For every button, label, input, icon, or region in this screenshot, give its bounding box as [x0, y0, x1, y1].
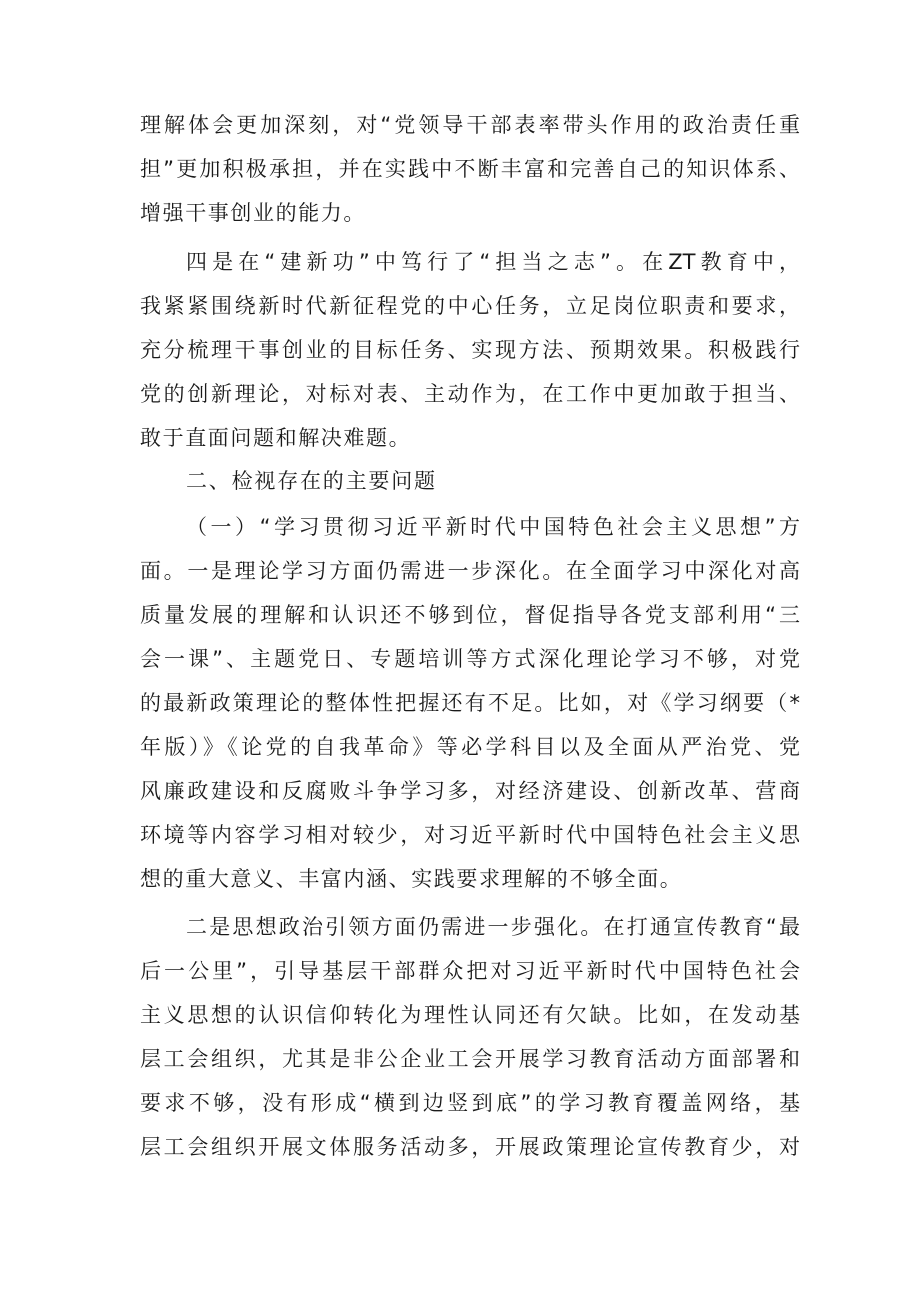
body-text-line: 风廉政建设和反腐败斗争学习多，对经济建设、创新改革、营商 — [140, 779, 800, 803]
body-text-line: 面。一是理论学习方面仍需进一步深化。在全面学习中深化对高 — [140, 559, 800, 583]
body-text-line: 我紧紧围绕新时代新征程党的中心任务，立足岗位职责和要求， — [140, 294, 800, 318]
body-text-line: 党的创新理论，对标对表、主动作为，在工作中更加敢于担当、 — [140, 382, 800, 406]
body-text-line: 敢于直面问题和解决难题。 — [140, 426, 412, 450]
body-text-line: 的最新政策理论的整体性把握还有不足。比如，对《学习纲要（* — [140, 691, 800, 715]
body-text-line: 环境等内容学习相对较少，对习近平新时代中国特色社会主义思 — [140, 823, 800, 847]
body-text-line: 二是思想政治引领方面仍需进一步强化。在打通宣传教育“最 — [186, 915, 800, 939]
body-text-line: 层工会组织，尤其是非公企业工会开展学习教育活动方面部署和 — [140, 1047, 800, 1071]
body-text-line: 会一课”、主题党日、专题培训等方式深化理论学习不够，对党 — [140, 647, 800, 671]
body-text-line: （一）“学习贯彻习近平新时代中国特色社会主义思想”方 — [186, 515, 800, 539]
section-heading: 二、检视存在的主要问题 — [186, 469, 437, 493]
body-text-line: 质量发展的理解和认识还不够到位，督促指导各党支部利用“三 — [140, 603, 800, 627]
body-text-line: 层工会组织开展文体服务活动多，开展政策理论宣传教育少，对 — [140, 1135, 800, 1159]
body-text-line: 四是在“建新功”中笃行了“担当之志”。在ZT教育中， — [186, 250, 800, 274]
body-text-line: 充分梳理干事创业的目标任务、实现方法、预期效果。积极践行 — [140, 338, 800, 362]
body-text-line: 后一公里”，引导基层干部群众把对习近平新时代中国特色社会 — [140, 959, 800, 983]
body-text-line: 主义思想的认识信仰转化为理性认同还有欠缺。比如，在发动基 — [140, 1003, 800, 1027]
body-text-line: 年版）》《论党的自我革命》等必学科目以及全面从严治党、党 — [140, 735, 800, 759]
body-text-line: 增强干事创业的能力。 — [140, 201, 366, 225]
body-text-line: 担”更加积极承担，并在实践中不断丰富和完善自己的知识体系、 — [140, 157, 800, 181]
body-text-line: 想的重大意义、丰富内涵、实践要求理解的不够全面。 — [140, 867, 683, 891]
body-text-line: 要求不够，没有形成“横到边竖到底”的学习教育覆盖网络，基 — [140, 1091, 800, 1115]
body-text-line: 理解体会更加深刻，对“党领导干部表率带头作用的政治责任重 — [140, 113, 800, 137]
